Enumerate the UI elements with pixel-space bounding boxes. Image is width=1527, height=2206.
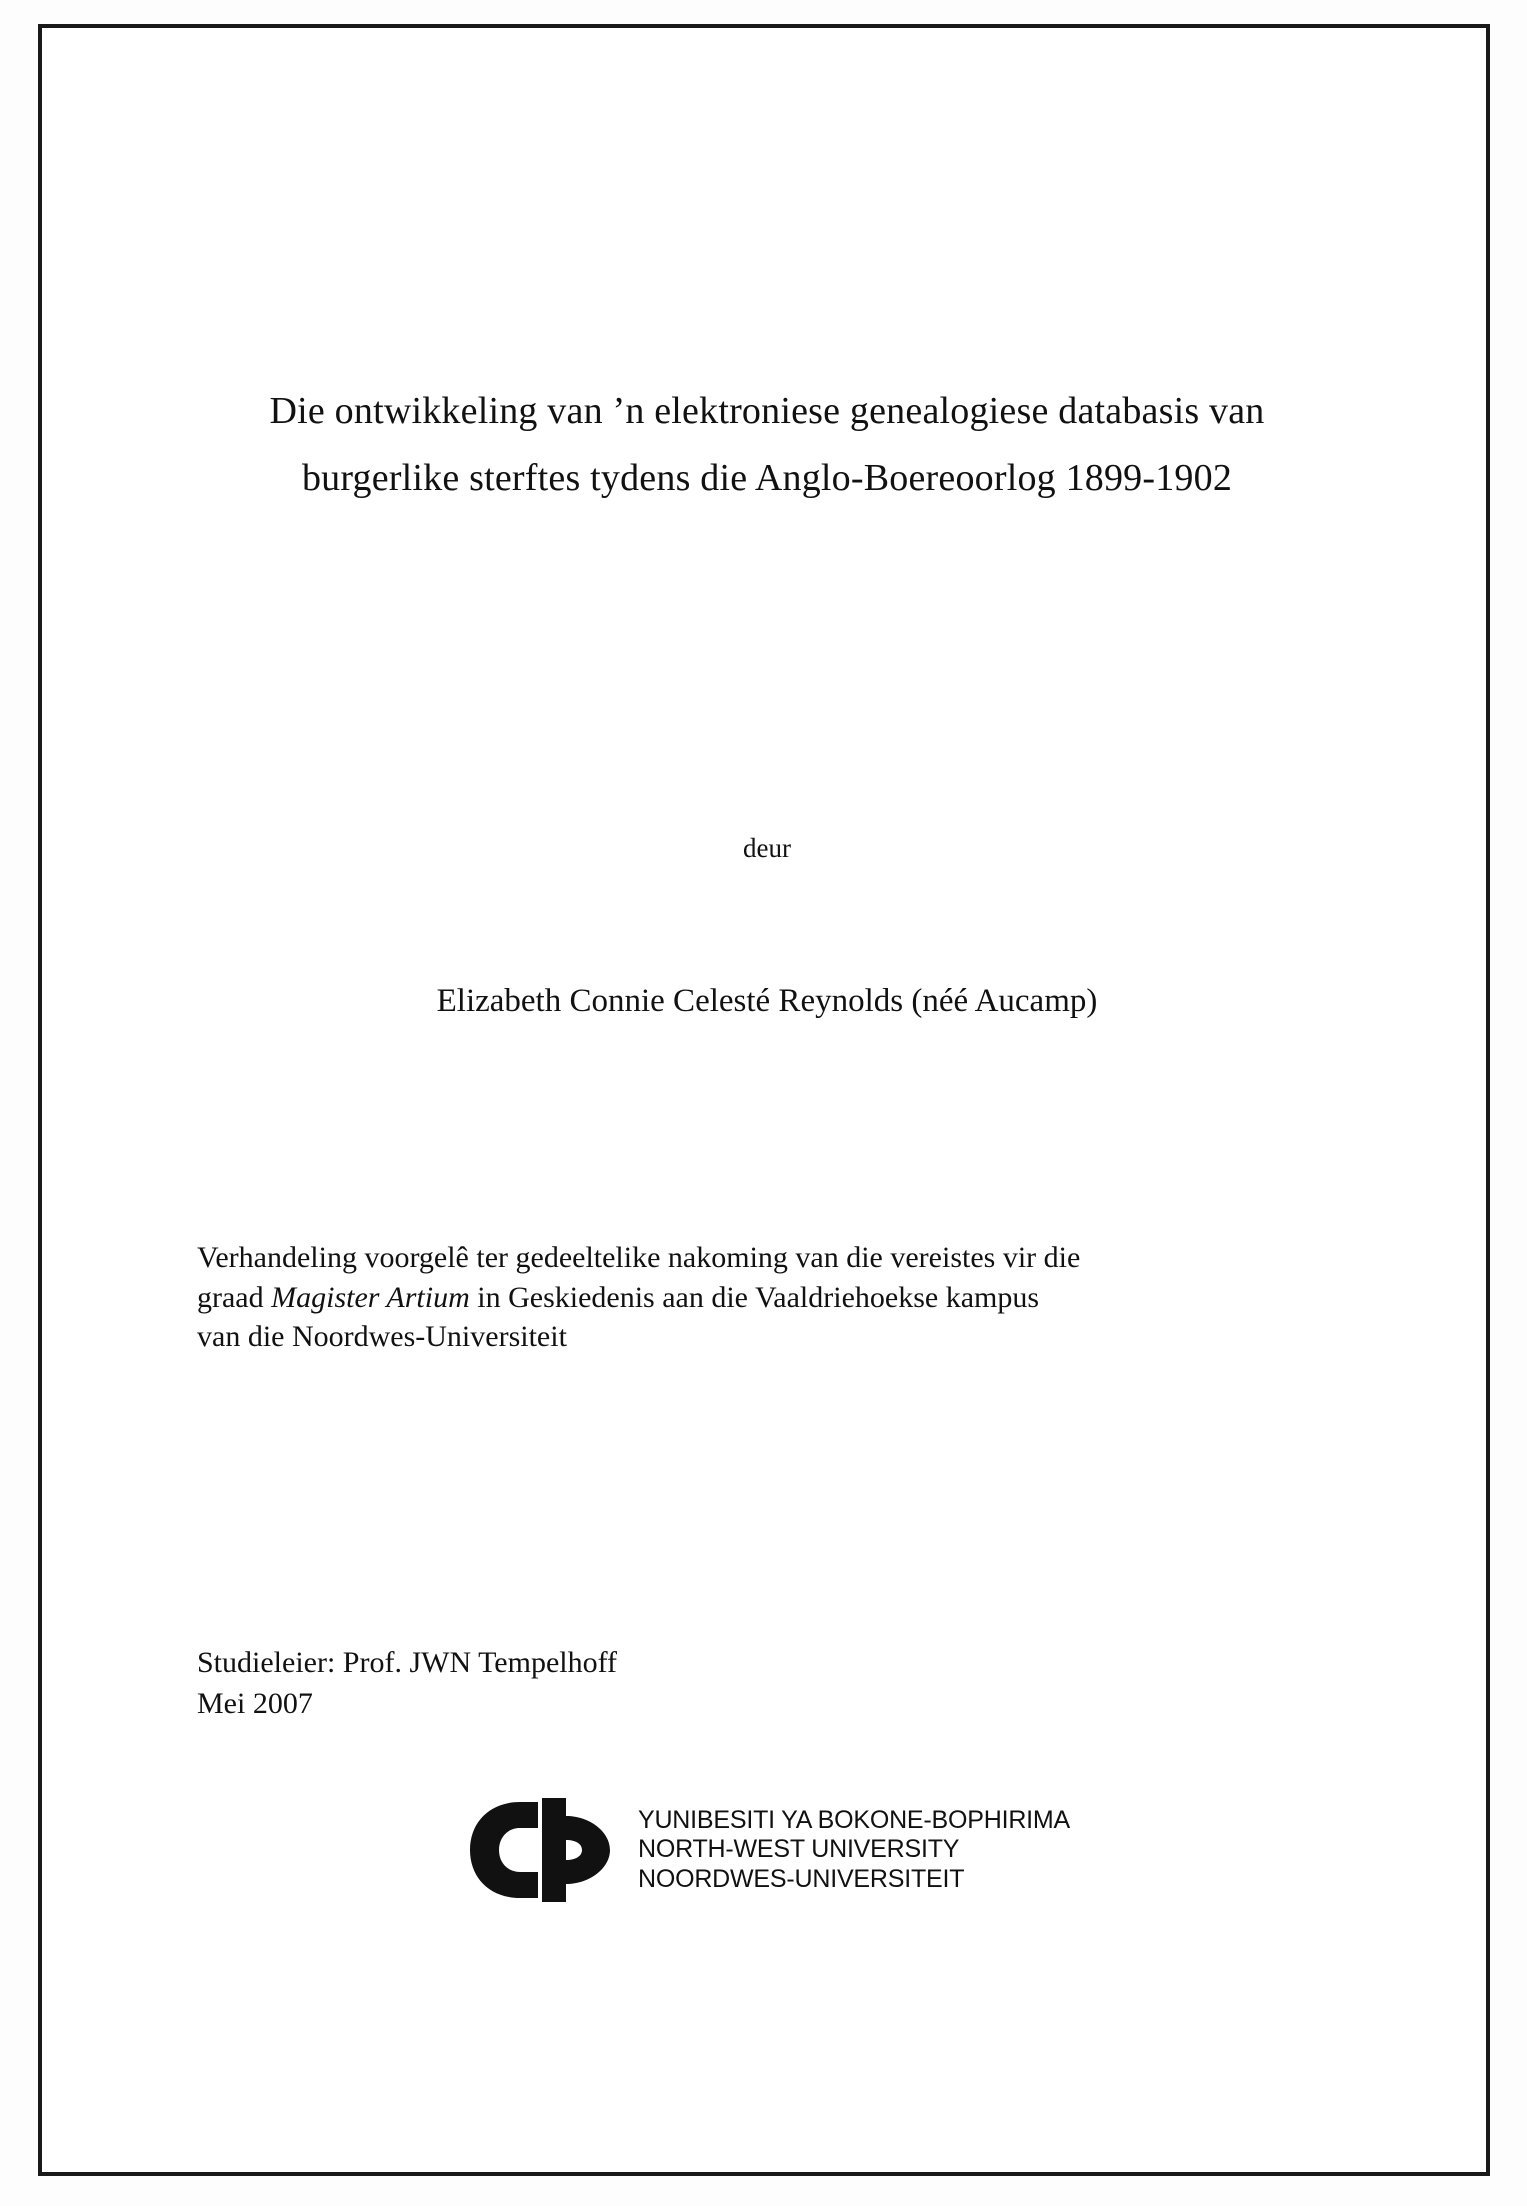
supervisor-block — [197, 1643, 1197, 1724]
title-line-1: Die ontwikkeling van ’n elektroniese genealogiese databasis van — [269, 390, 1265, 432]
logo-line-3: NOORDWES-UNIVERSITEIT — [637, 1864, 965, 1893]
degree-statement-line-2 — [197, 1278, 1327, 1318]
degree-statement-line-3: van die Noordwes-Universiteit — [197, 1320, 567, 1354]
degree-name-italic: Magister Artium — [271, 1280, 470, 1314]
title-page-content — [192, 28, 1342, 2172]
degree-statement-line-1: Verhandeling voorgelê ter gedeeltelike nakoming van die vereistes vir die — [197, 1241, 1081, 1274]
title-line-2: burgerlike sterftes tydens die Anglo-Boereoorlog 1899-1902 — [301, 456, 1233, 499]
page-title — [192, 378, 1342, 511]
logo-line-1: YUNIBESITI YA BOKONE-BOPHIRIMA — [637, 1805, 1071, 1834]
date-line: Mei 2007 — [197, 1686, 313, 1720]
university-logo-text — [638, 1806, 1070, 1895]
page-border-frame — [38, 24, 1490, 2176]
author-name: Elizabeth Connie Celesté Reynolds (néé Aucamp) — [436, 983, 1098, 1019]
university-logo — [192, 1798, 1342, 1902]
degree-statement — [197, 1238, 1327, 1357]
degree-statement-line-2-prefix: graad — [197, 1280, 272, 1314]
byline-label: deur — [743, 833, 791, 863]
north-west-university-logo-icon — [464, 1798, 624, 1902]
degree-statement-line-2-suffix: in Geskiedenis aan die Vaaldriehoekse kampus — [469, 1280, 1040, 1314]
logo-line-2: NORTH-WEST UNIVERSITY — [637, 1835, 960, 1864]
supervisor-line: Studieleier: Prof. JWN Tempelhoff — [197, 1646, 618, 1679]
